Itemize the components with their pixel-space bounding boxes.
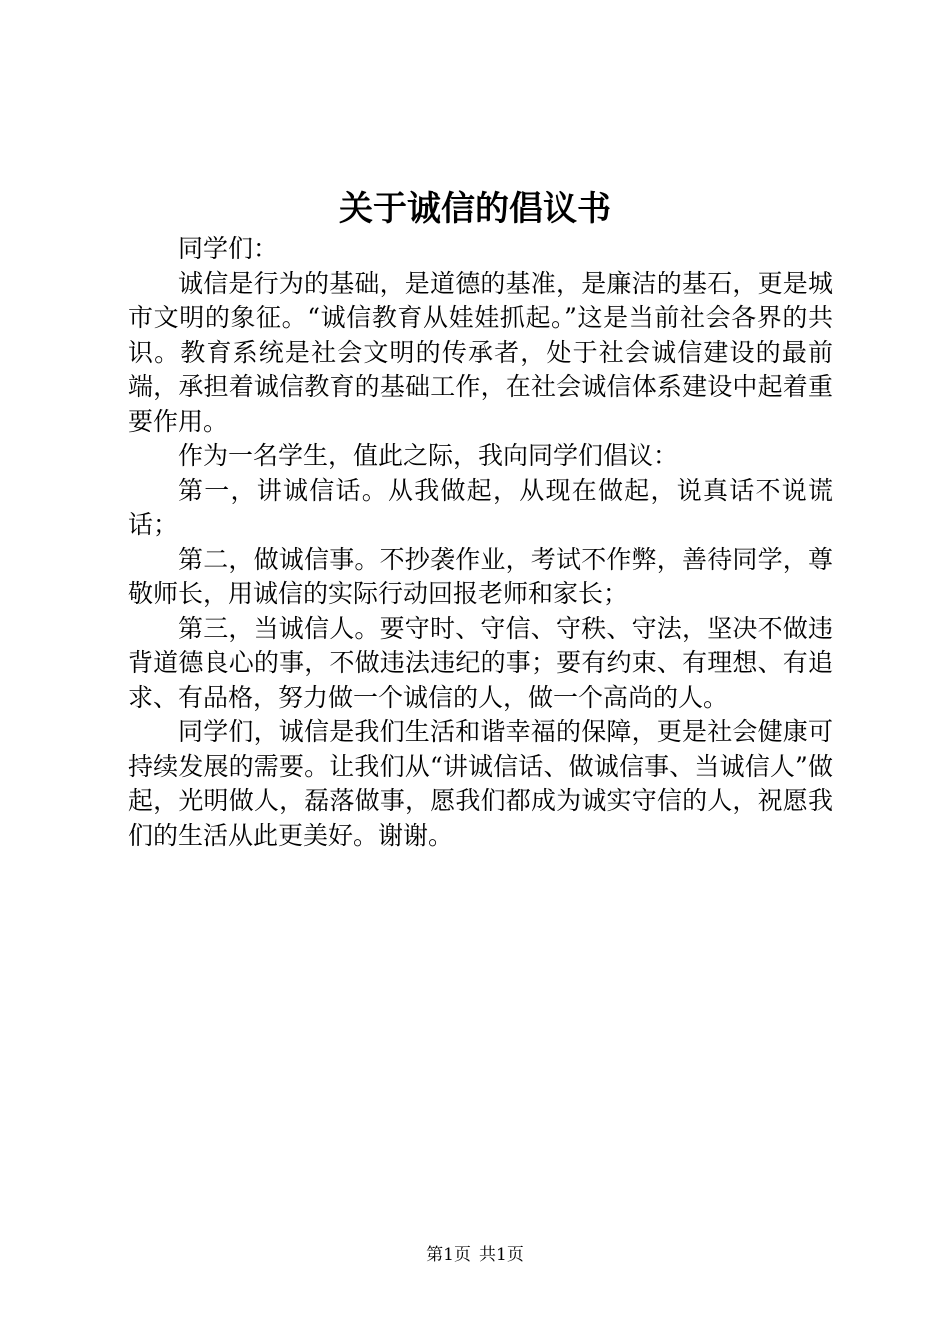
paragraph-closing: 同学们，诚信是我们生活和谐幸福的保障，更是社会健康可持续发展的需要。让我们从“讲诚信话、做诚信事、当诚信人”做起，光明做人，磊落做事，愿我们都成为诚实守信的人，祝愿我们的生活从此更美好。谢谢。 xyxy=(128,717,833,850)
paragraph-second: 第二，做诚信事。不抄袭作业，考试不作弊，善待同学，尊敬师长，用诚信的实际行动回报老师和家长； xyxy=(128,544,833,608)
salutation: 同学们： xyxy=(178,234,279,263)
paragraph-intro: 诚信是行为的基础，是道德的基准，是廉洁的基石，更是城市文明的象征。“诚信教育从娃娃抓起。”这是当前社会各界的共识。教育系统是社会文明的传承者，处于社会诚信建设的最前端，承担着诚信教育的基础工作，在社会诚信体系建设中起着重要作用。 xyxy=(128,268,833,436)
page-number: 第1页 xyxy=(426,1245,471,1265)
document-body xyxy=(128,232,833,853)
paragraph-first: 第一，讲诚信话。从我做起，从现在做起，说真话不说谎话； xyxy=(128,475,833,539)
paragraph-third: 第三，当诚信人。要守时、守信、守秩、守法，坚决不做违背道德良心的事，不做违法违纪的事；要有约束、有理想、有追求、有品格，努力做一个诚信的人，做一个高尚的人。 xyxy=(128,613,833,712)
paragraph-proposal: 作为一名学生，值此之际，我向同学们倡议： xyxy=(178,441,679,470)
page-title: 关于诚信的倡议书 xyxy=(339,189,611,229)
page-footer xyxy=(0,1243,950,1267)
page-count: 共1页 xyxy=(479,1245,524,1265)
